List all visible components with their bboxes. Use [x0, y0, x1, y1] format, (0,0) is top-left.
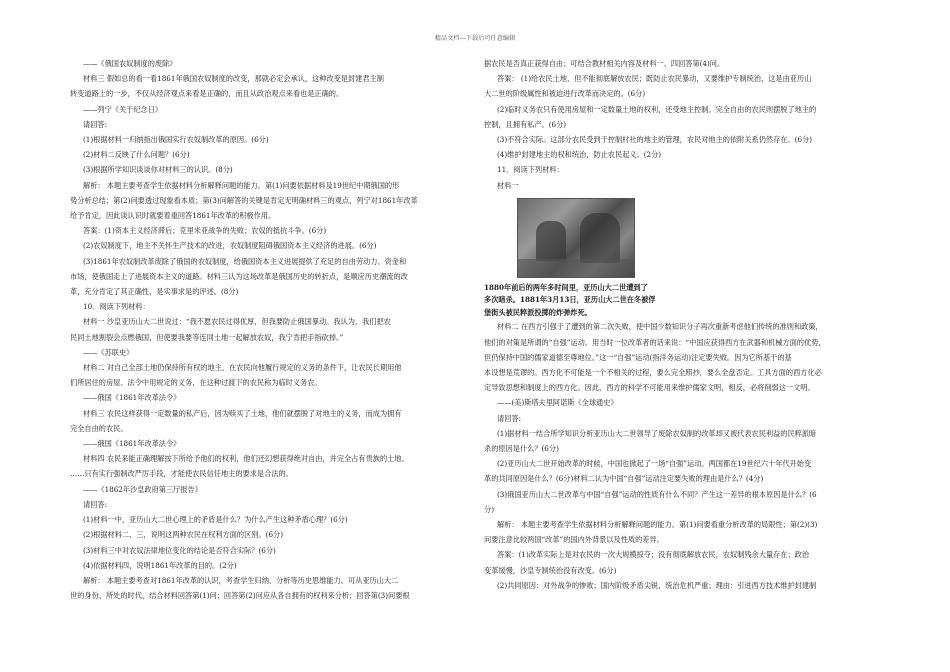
text-line: (2)农奴制度下，地主不关怀生产技术的改进，农奴制度阻碍俄国资本主义经济的进展。(6分) — [83, 241, 377, 251]
text-line: 请回答: — [83, 499, 107, 509]
text-line: 大二世的阶级属性和被迫进行改革而决定的。(6分) — [484, 89, 646, 99]
text-line: 多次暗杀。1881年3月13日，亚历山大二世在冬被俘 — [484, 295, 656, 305]
text-line: (4)依据材料四，说明1861年改革的目的。(2分) — [83, 560, 237, 570]
text-line: (3)材料三中对农奴法律地位变化的结论是否符合实际？(6分) — [83, 545, 276, 555]
right-column — [484, 56, 880, 593]
text-line: 市场，使俄国走上了进展资本主义的道路。材料三认为这场改革是俄国历史的转折点，是顺应历史潮流的改 — [70, 271, 408, 281]
assassination-illustration — [517, 198, 635, 278]
text-line: 转变道路上的一步，不仅从经济观点来看是正确的，而且从政治观点来看也是正确的。 — [70, 89, 344, 99]
text-line: 完全自由的农民。 — [70, 423, 128, 433]
text-line: 答案：(1)资本主义经济滞后；克里米亚战争的失败；农奴的抵抗斗争。(6分) — [83, 226, 327, 236]
text-line: 们所居住的房屋、法令中用规定的义务，在这种过渡下的农民称为临时义务农。 — [70, 378, 322, 388]
text-line: ——(美)斯塔夫里阿诺斯《全球通史》 — [497, 398, 618, 408]
text-line: (2)亚历山大二世开始改革的时候，中国也掀起了一场“自强”运动。两国都在19世纪六十年代开始变 — [497, 459, 812, 469]
text-line: 给予肯定，因此谈认识时就要着重回答1861年改革的积极作用。 — [70, 211, 276, 221]
text-line: 答案：(1)改革实际上是对农民的一次大规模掠夺；没有彻底解放农民，农奴制残余大量存在；政治 — [497, 550, 810, 560]
text-line: 堡街头被民粹派投掷的炸弹炸死。 — [484, 307, 592, 317]
text-line: (1)材料一中，亚历山大二世心理上的矛盾是什么？为什么产生这种矛盾心理？(6分) — [83, 515, 348, 525]
text-line: ——《苏联史》 — [83, 347, 134, 357]
text-line: 革的共同原因是什么？(6分)材料二认为中国“自强”运动注定要失败的理由是什么？(4分) — [484, 474, 764, 484]
left-column — [70, 56, 466, 603]
text-line: 1880年前后的两年多时间里，亚历山大二世遭到了 — [484, 282, 648, 292]
text-line: 材料一 沙皇亚历山大二世说过：“我不愿农民过得优厚，但我要防止俄国暴动。我认为，我们把农 — [83, 317, 391, 327]
text-line: 本设想是荒谬的。西方化不可能是一个不相关的过程，要么完全照抄，要么全盘否定。工具方面的西方化必 — [484, 367, 822, 377]
text-line: (4)维护封建地主的权和统治，防止农民起义。(2分) — [497, 150, 662, 160]
text-line: ……只有实行强制改严厉手段，才能使农民信任地主的要求是合法的。 — [70, 469, 293, 479]
text-line: 10．阅读下列材料： — [83, 302, 150, 312]
text-line: (2)材料二反映了什么问题？(6分) — [83, 150, 190, 160]
text-line: 世的身份、所处的时代，结合材料回答第(1)问；回答第(2)问应从各自拥有的权利来分析；回答第(3)问要根 — [70, 591, 410, 601]
text-line: 控制，且拥有私产。(6分) — [484, 119, 567, 129]
text-line: (2)根据材料二、三，说明这两种农民在权利方面的区别。(6分) — [83, 530, 284, 540]
text-line: 解析： 本题主要考查学生依据材料分析解释问题的能力。第(1)问要看重分析改革的局限性；第(2)(3) — [497, 519, 818, 529]
text-line: 解析： 本题主要考查对1861年改革的认识，考查学生归纳、分析等历史思维能力。可从亚历山大二 — [83, 575, 399, 585]
text-line: 请回答: — [497, 413, 521, 423]
text-line: 材料三 农民这样获得一定数量的私产后，因为赎买了土地，他们就摆脱了对地主的义务，而成为拥有 — [83, 408, 402, 418]
text-line: (1)据材料一结合所学知识分析亚历山大二世领导了废除农奴制的改革却又被代表农民利益的民粹派暗 — [497, 428, 817, 438]
text-line: 革，充分肯定了其正确性，是实事求是的评述。(8分) — [70, 287, 239, 297]
text-line: 势分析总结；第(2)问要透过现象看本质；第(3)问解答的关键是肯定无明确材料三的观点，列宁对1861年改革 — [70, 195, 418, 205]
text-line: ——《1862年沙皇政府第三厅报告》 — [83, 484, 202, 494]
page-header: 精品文档---下载后可任意编辑 — [434, 35, 516, 42]
text-line: (3)俄国亚历山大二世改革与中国“自强”运动的性质有什么不同？产生这一差异的根本原因是什么？(6 — [497, 489, 817, 499]
text-line: ——俄国《1861年改革法令》 — [83, 439, 181, 449]
text-line: 杀的原因是什么？(6分) — [484, 443, 559, 453]
text-line: 但仍保持中国的儒家道德至尊地位。”这一“自强”运动(指洋务运动)注定要失败。因为它所基于的基 — [484, 352, 792, 362]
text-line: 分) — [484, 504, 494, 514]
text-line: 民同土地割裂会点燃俄国，但使要我要等连同土地一起解放农奴，我宁肯把手指砍掉。” — [70, 332, 344, 342]
text-line: 问要注意比较两国“改革”的国内外背景以及性质的差异。 — [484, 535, 664, 545]
text-line: ——俄国《1861年改革法令》 — [83, 393, 181, 403]
text-line: (2)共同原因：对外战争的惨败；国内阶级矛盾尖锐，统治危机严重；理由：引进西方技术维护封建制 — [497, 580, 817, 590]
text-line: 据农民是否真正获得自由；可结合教材相关内容及材料一、四回答第(4)问。 — [484, 59, 725, 68]
text-line: 材料三 假如总的看一看1861年俄国农奴制度的改变，那就必定会承认，这种改变是封建君主制 — [83, 74, 384, 84]
text-line: 材料四 农民来能正确理解按下所给予他们的权利，他们还幻想获得绝对自由，并完全占有贵族的土地。 — [83, 454, 409, 464]
text-line: (1)根据材料一归纳指出俄国实行农奴制改革的原因。(6分) — [83, 135, 269, 145]
text-line: 变革缓慢，沙皇专制统治没有改变。(6分) — [484, 565, 617, 575]
text-line: 定导致思想和制度上的西方化。因此，西方的科学不可能用来维护儒家文明，相反，必将削弱这一文明。 — [484, 383, 815, 393]
text-line: (3)1861年农奴制改革废除了俄国的农奴制度，给俄国资本主义进展提供了充足的自由劳动力、资金和 — [83, 256, 407, 266]
text-line: 他们的对策是所谓的“自强”运动。用当时一位改革者的话来说：“中国应获得西方在武器和机械方面的优势， — [484, 337, 826, 347]
text-line: (2)临时义务农只有使用房屋和一定数量土地的权利，还受地主控制。完全自由的农民则摆脱了地主的 — [497, 104, 817, 114]
text-line: 答案： (1)给农民土地，但不能彻底解放农民；既防止农民暴动，又要维护专制统治，这是由亚历山 — [497, 74, 812, 84]
text-line: 解析： 本题主要考查学生依据材料分析解释问题的能力。第(1)问要依据材料及19世纪中期俄国的形 — [83, 180, 400, 190]
text-line: ——《俄国农奴制度的废除》 — [83, 59, 177, 68]
text-line: 请回答: — [83, 119, 107, 129]
text-line: 材料二 在西方引强于了遭到的第二次失败，使中国少数知识分子再次重新考虑他们传统的准则和政策， — [497, 322, 823, 332]
text-line: 11．阅读下列材料： — [497, 165, 564, 175]
text-line: ——列宁《关于纪念日》 — [83, 104, 163, 114]
text-line: (3)不符合实际。这部分农民受到于控制村社的地主的管理，农民对地主的依附关系仍然存在。(6分) — [497, 135, 813, 145]
text-line: (3)根据所学知识谈谈你对材料三的认识。(8分) — [83, 165, 233, 175]
text-line: 材料一 — [497, 180, 519, 190]
text-line: 材料二 对自己全部土地仍保持所有权的地主，在农民向他履行规定的义务的条件下，让农民长期用他 — [83, 363, 402, 373]
